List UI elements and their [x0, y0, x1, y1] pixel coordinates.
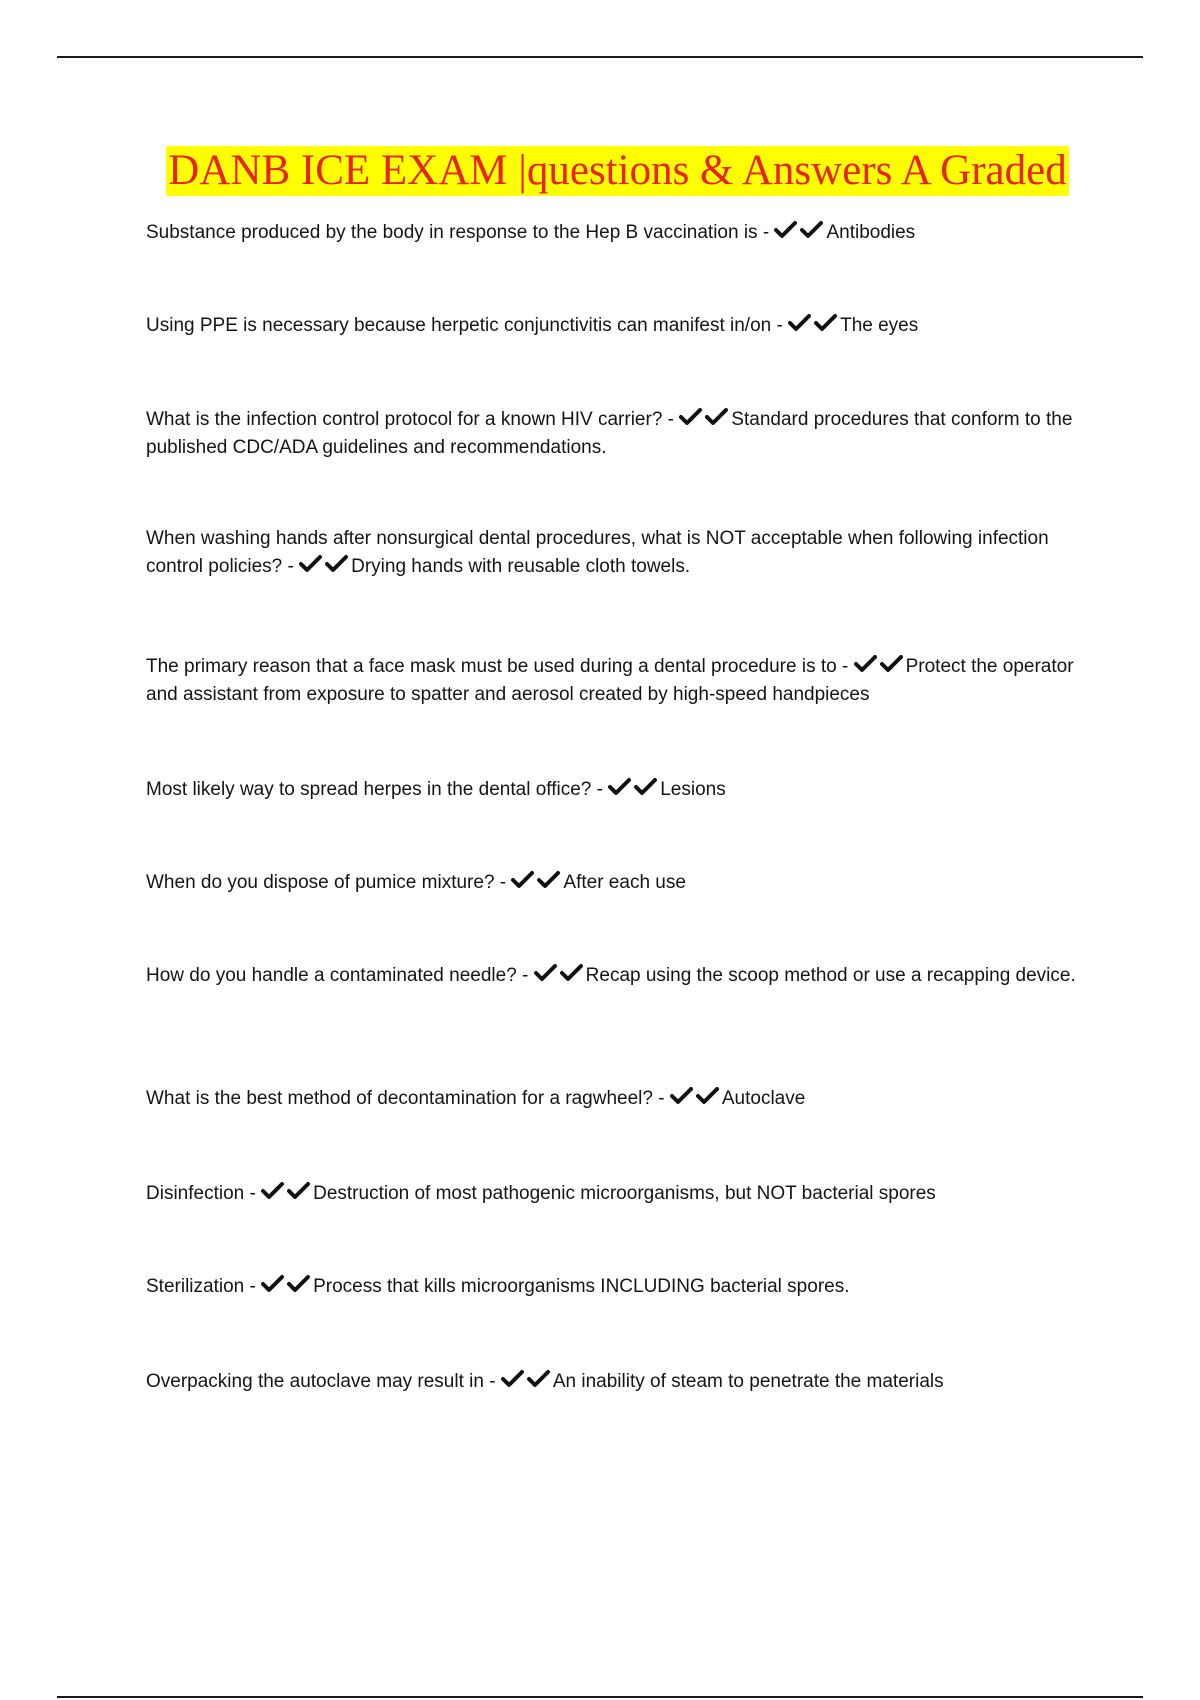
title-container [150, 146, 1085, 196]
check-icon [634, 777, 658, 797]
check-icon [287, 1274, 311, 1294]
question-text: Most likely way to spread herpes in the dental office? - [146, 779, 603, 800]
check-icon [696, 1086, 720, 1106]
check-icon [670, 1086, 694, 1106]
qa-item [146, 653, 1086, 709]
answer-text: Recap using the scoop method or use a recapping device. [585, 965, 1076, 986]
check-icon [527, 1369, 551, 1389]
document-title: DANB ICE EXAM |questions & Answers A Graded [168, 147, 1067, 194]
answer-text: An inability of steam to penetrate the materials [552, 1371, 944, 1392]
check-icon [774, 220, 798, 240]
check-icon [854, 654, 878, 674]
question-text: When washing hands after nonsurgical dental procedures, what is NOT acceptable when following infection control policies? - [146, 528, 1049, 577]
check-icon [880, 654, 904, 674]
check-icon [537, 870, 561, 890]
answer-text: Drying hands with reusable cloth towels. [351, 556, 691, 577]
answer-text: Lesions [660, 779, 726, 800]
check-icon [299, 554, 323, 574]
check-icon [814, 313, 838, 333]
qa-item [146, 869, 1086, 897]
check-icon [534, 963, 558, 983]
question-text: When do you dispose of pumice mixture? - [146, 872, 507, 893]
answer-text: The eyes [840, 315, 919, 336]
question-text: The primary reason that a face mask must be used during a dental procedure is to - [146, 656, 849, 677]
check-icon [261, 1274, 285, 1294]
check-icon [560, 963, 584, 983]
check-icon [325, 554, 349, 574]
top-rule [57, 56, 1143, 58]
qa-item [146, 219, 1086, 247]
check-icon [501, 1369, 525, 1389]
check-icon [788, 313, 812, 333]
qa-item [146, 406, 1086, 462]
answer-text: Antibodies [826, 222, 916, 243]
qa-item [146, 1085, 1086, 1113]
check-icon [608, 777, 632, 797]
question-text: Using PPE is necessary because herpetic conjunctivitis can manifest in/on - [146, 315, 783, 336]
answer-text: After each use [563, 872, 686, 893]
check-icon [511, 870, 535, 890]
answer-text: Standard procedures that conform to the published CDC/ADA guidelines and recommendations. [146, 409, 1073, 458]
check-icon [287, 1181, 311, 1201]
qa-item [146, 312, 1086, 340]
qa-item [146, 1273, 1086, 1301]
qa-item [146, 1180, 1086, 1208]
check-icon [679, 407, 703, 427]
question-text: Sterilization - [146, 1276, 256, 1297]
qa-item [146, 525, 1086, 581]
answer-text: Destruction of most pathogenic microorganisms, but NOT bacterial spores [313, 1183, 936, 1204]
answer-text: Protect the operator and assistant from exposure to spatter and aerosol created by high-speed handpieces [146, 656, 1074, 705]
check-icon [705, 407, 729, 427]
question-text: Overpacking the autoclave may result in - [146, 1371, 496, 1392]
question-text: Disinfection - [146, 1183, 256, 1204]
qa-item [146, 962, 1086, 990]
answer-text: Autoclave [721, 1088, 806, 1109]
qa-item [146, 1368, 1086, 1396]
question-text: What is the best method of decontamination for a ragwheel? - [146, 1088, 665, 1109]
answer-text: Process that kills microorganisms INCLUDING bacterial spores. [313, 1276, 850, 1297]
bottom-rule [57, 1696, 1143, 1698]
qa-item [146, 776, 1086, 804]
question-text: What is the infection control protocol for a known HIV carrier? - [146, 409, 675, 430]
question-text: How do you handle a contaminated needle? - [146, 965, 529, 986]
check-icon [800, 220, 824, 240]
question-text: Substance produced by the body in response to the Hep B vaccination is - [146, 222, 770, 243]
check-icon [261, 1181, 285, 1201]
